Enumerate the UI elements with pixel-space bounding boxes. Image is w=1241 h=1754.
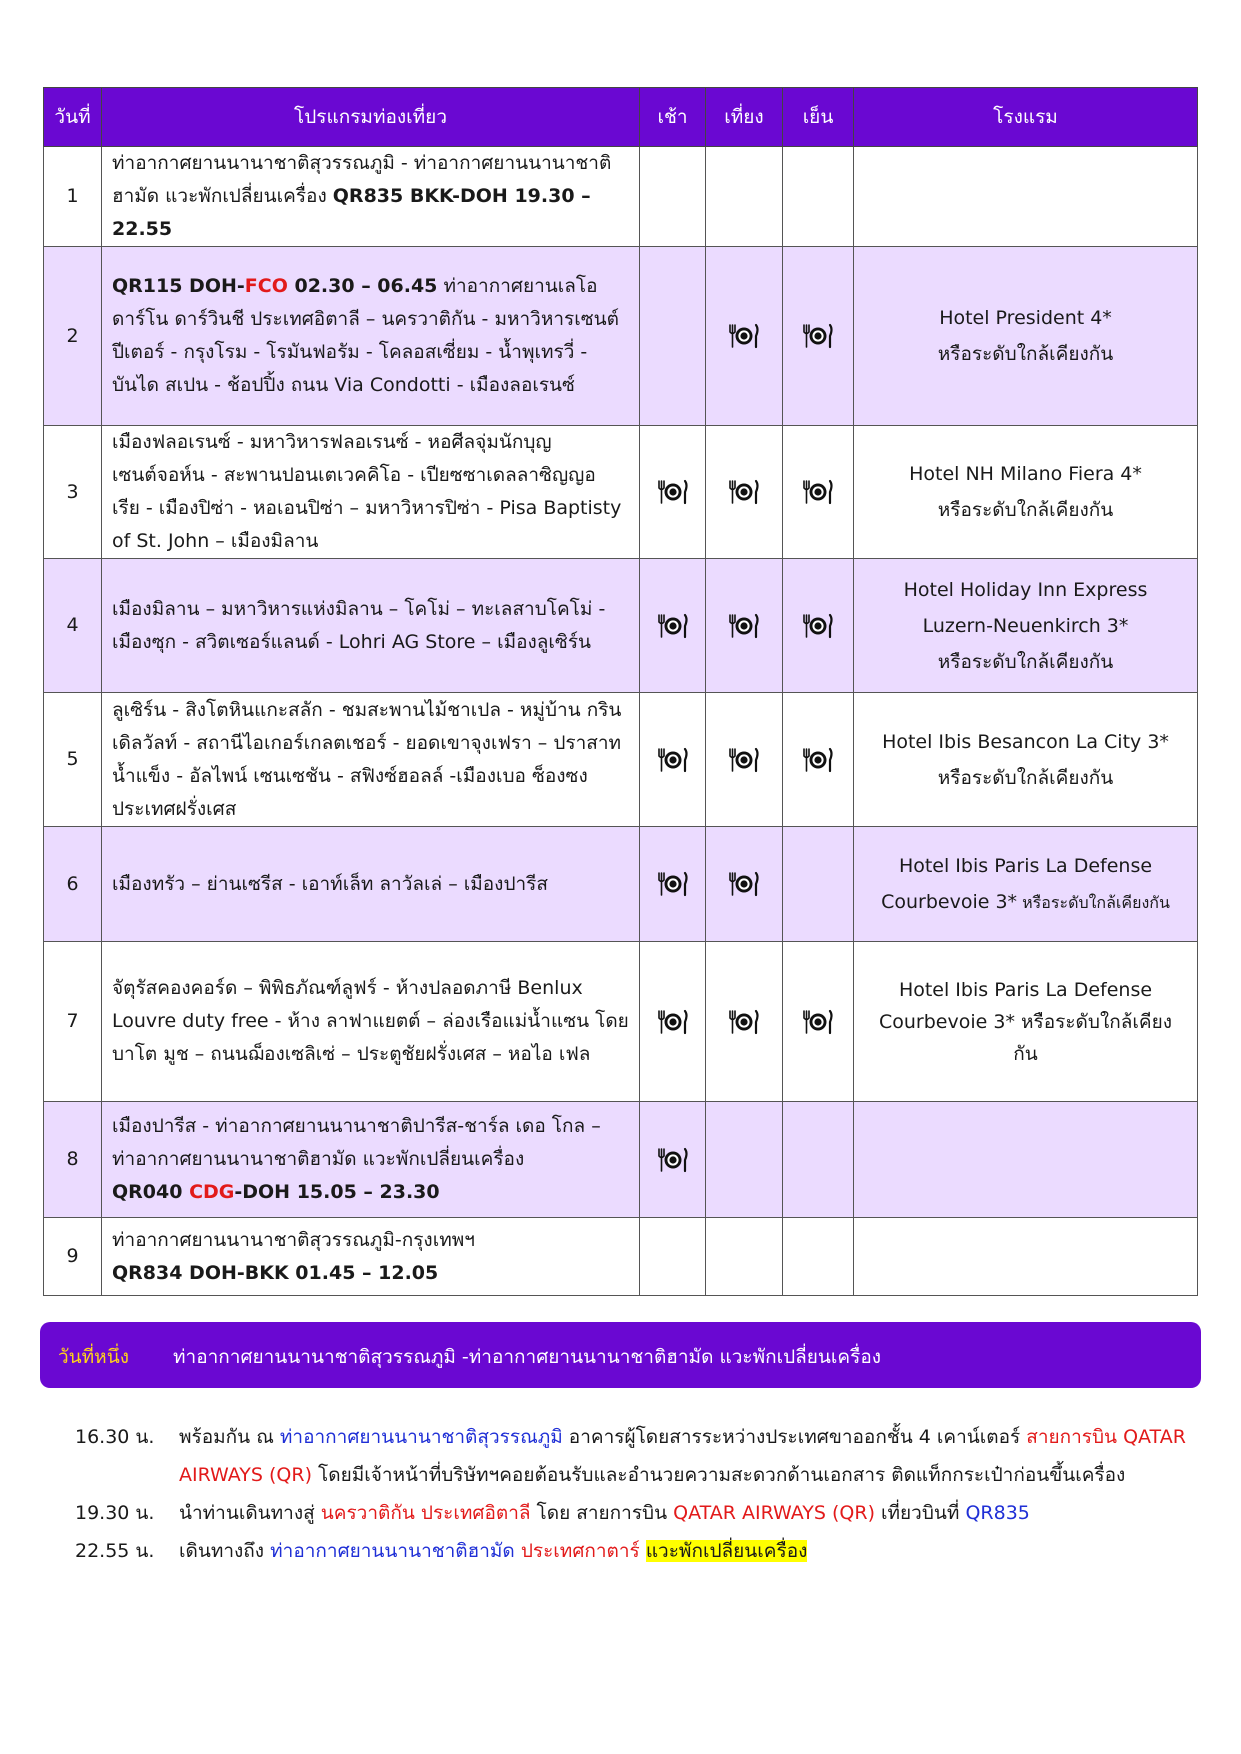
plate-cutlery-icon <box>656 613 690 639</box>
program-cell <box>102 247 640 426</box>
detail-transit-highlight: แวะพักเปลี่ยนเครื่อง <box>645 1540 808 1562</box>
hotel-name: Hotel Ibis Besancon La City 3* <box>882 730 1169 753</box>
day-one-schedule <box>75 1418 1195 1570</box>
dinner-cell <box>783 559 854 693</box>
hotel-name: Hotel Ibis Paris La Defense <box>898 978 1153 1001</box>
hotel-name-cont: Courbevoie 3* หรือระดับใกล้เคียง <box>879 1010 1172 1033</box>
plate-cutlery-icon <box>727 1009 761 1035</box>
detail-text: นำท่านเดินทางสู่ <box>179 1502 321 1524</box>
day-number: 8 <box>44 1102 102 1218</box>
schedule-detail <box>179 1418 1195 1494</box>
plate-cutlery-icon <box>801 747 835 773</box>
detail-airline: สายการบิน QATAR AIRWAYS (QR) <box>179 1426 1186 1486</box>
detail-place: ท่าอากาศยานนานาชาติฮามัด <box>270 1540 515 1562</box>
header-breakfast: เช้า <box>640 88 706 147</box>
table-row <box>44 1102 1198 1218</box>
dinner-cell <box>783 147 854 247</box>
plate-cutlery-icon <box>727 747 761 773</box>
flight-text: QR834 DOH-BKK 01.45 – 12.05 <box>112 1261 439 1284</box>
program-cell <box>102 693 640 827</box>
detail-airline: QATAR AIRWAYS (QR) <box>673 1502 875 1524</box>
dinner-cell <box>783 247 854 426</box>
program-text: จัตุรัสคองคอร์ด – พิพิธภัณฑ์ลูฟร์ - ห้างปลอดภาษี Benlux Louvre duty free - ห้าง ลาฟาแยตต์ – ล่องเรือแม่น้ำแซน โดย บาโต มูช – ถนนฌ็องเซลิเซ่ – ประตูชัยฝรั่งเศส – หอไอ เฟล <box>112 977 629 1065</box>
hotel-name: Hotel President 4* <box>939 307 1112 329</box>
header-dinner: เย็น <box>783 88 854 147</box>
table-row <box>44 247 1198 426</box>
lunch-cell <box>706 693 783 827</box>
schedule-time: 16.30 น. <box>75 1426 155 1448</box>
lunch-cell <box>706 559 783 693</box>
detail-text: พร้อมกัน ณ <box>179 1426 280 1448</box>
table-row <box>44 559 1198 693</box>
flight-text: QR040 <box>112 1181 190 1203</box>
program-cell <box>102 559 640 693</box>
lunch-cell <box>706 942 783 1102</box>
plate-cutlery-icon <box>727 479 761 505</box>
breakfast-cell <box>640 693 706 827</box>
detail-text: โดยมีเจ้าหน้าที่บริษัทฯคอยต้อนรับและอำนวยความสะดวกด้านเอกสาร ติดแท็กกระเป๋าก่อนขึ้นเครื่อง <box>312 1464 1126 1486</box>
flight-time: -DOH 15.05 – 23.30 <box>234 1181 440 1203</box>
lunch-cell <box>706 827 783 942</box>
detail-place: นครวาติกัน ประเทศอิตาลี <box>320 1502 531 1524</box>
lunch-cell <box>706 247 783 426</box>
schedule-detail <box>179 1532 1195 1570</box>
plate-cutlery-icon <box>656 479 690 505</box>
lunch-cell <box>706 426 783 559</box>
banner-route-text: ท่าอากาศยานนานาชาติสุวรรณภูมิ -ท่าอากาศยานนานาชาติฮามัด แวะพักเปลี่ยนเครื่อง <box>173 1346 882 1368</box>
day-number: 2 <box>44 247 102 426</box>
hotel-cell <box>854 559 1198 693</box>
detail-text: อาคารผู้โดยสารระหว่างประเทศขาออกชั้น 4 เคาน์เตอร์ <box>562 1426 1027 1448</box>
program-cell <box>102 942 640 1102</box>
hotel-name: Hotel Holiday Inn Express <box>903 578 1148 601</box>
header-day: วันที่ <box>44 88 102 147</box>
detail-text: โดย สายการบิน <box>530 1502 674 1524</box>
day-number: 5 <box>44 693 102 827</box>
flight-airport: CDG <box>189 1181 235 1203</box>
program-text: ท่าอากาศยานนานาชาติสุวรรณภูมิ - ท่าอากาศยานนานาชาติ ฮามัด แวะพักเปลี่ยนเครื่อง <box>112 152 612 207</box>
header-lunch: เที่ยง <box>706 88 783 147</box>
hotel-cell <box>854 426 1198 559</box>
program-text: ท่าอากาศยานนานาชาติสุวรรณภูมิ-กรุงเทพฯ <box>112 1228 475 1251</box>
breakfast-cell <box>640 426 706 559</box>
hotel-cell <box>854 147 1198 247</box>
hotel-cell <box>854 693 1198 827</box>
day-number: 3 <box>44 426 102 559</box>
plate-cutlery-icon <box>656 747 690 773</box>
schedule-time: 19.30 น. <box>75 1502 155 1524</box>
program-text: เมืองมิลาน – มหาวิหารแห่งมิลาน – โคโม่ – ทะเลสาบโคโม่ - เมืองซุก - สวิตเซอร์แลนด์ - Lohri AG Store – เมืองลูเซิร์น <box>112 597 606 653</box>
table-row <box>44 942 1198 1102</box>
schedule-row <box>75 1532 1195 1570</box>
program-cell <box>102 426 640 559</box>
detail-text: เดินทางถึง <box>179 1540 271 1562</box>
schedule-row <box>75 1494 1195 1532</box>
dinner-cell <box>783 693 854 827</box>
day-number: 7 <box>44 942 102 1102</box>
program-text: เมืองทรัว – ย่านเซรีส - เอาท์เล็ท ลาวัลเล่ – เมืองปารีส <box>112 872 548 895</box>
hotel-cell <box>854 942 1198 1102</box>
program-text: ลูเซิร์น - สิงโตหินแกะสลัก - ชมสะพานไม้ชาเปล - หมู่บ้าน กรินเดิลวัลท์ - สถานีไอเกอร์เกลตเชอร์ - ยอดเขาจุงเฟรา – ปราสาทน้ำแข็ง - อัลไพน์ เซนเซชัน - สฟิงซ์ฮอลล์ -เมืองเบอ ซ็องซง ประเทศฝรั่งเศส <box>112 698 622 820</box>
flight-time: 02.30 – 06.45 <box>287 275 438 297</box>
dinner-cell <box>783 942 854 1102</box>
flight-airport: FCO <box>244 275 288 297</box>
hotel-note: กัน <box>1013 1042 1038 1065</box>
day-number: 9 <box>44 1218 102 1296</box>
hotel-note: หรือระดับใกล้เคียงกัน <box>937 650 1114 673</box>
hotel-note: หรือระดับใกล้เคียงกัน <box>937 766 1114 789</box>
table-row <box>44 426 1198 559</box>
plate-cutlery-icon <box>656 1009 690 1035</box>
program-text: เมืองฟลอเรนซ์ - มหาวิหารฟลอเรนซ์ - หอศีลจุ่มนักบุญ เซนต์จอห์น - สะพานปอนเตเวคคิโอ - เปียซซาเดลลาซิญญอ เรีย - เมืองปิซ่า - หอเอนปิซ่า – มหาวิหารปิซ่า - Pisa Baptisty of St. John – เมืองมิลาน <box>112 431 622 552</box>
breakfast-cell <box>640 1102 706 1218</box>
hotel-name: Hotel NH Milano Fiera 4* <box>909 463 1142 485</box>
plate-cutlery-icon <box>656 871 690 897</box>
hotel-name-cont: Luzern-Neuenkirch 3* <box>922 614 1129 637</box>
hotel-cell <box>854 1218 1198 1296</box>
lunch-cell <box>706 1218 783 1296</box>
day-number: 6 <box>44 827 102 942</box>
itinerary-table <box>43 87 1198 1296</box>
lunch-cell <box>706 1102 783 1218</box>
hotel-note: หรือระดับใกล้เคียงกัน <box>1017 892 1170 912</box>
header-program: โปรแกรมท่องเที่ยว <box>102 88 640 147</box>
plate-cutlery-icon <box>727 871 761 897</box>
plate-cutlery-icon <box>727 613 761 639</box>
table-row <box>44 1218 1198 1296</box>
dinner-cell <box>783 827 854 942</box>
detail-country: ประเทศกาตาร์ <box>520 1540 640 1562</box>
dinner-cell <box>783 1218 854 1296</box>
program-cell <box>102 1102 640 1218</box>
plate-cutlery-icon <box>727 323 761 349</box>
hotel-cell <box>854 1102 1198 1218</box>
schedule-time: 22.55 น. <box>75 1540 155 1562</box>
plate-cutlery-icon <box>656 1147 690 1173</box>
day-number: 4 <box>44 559 102 693</box>
schedule-row <box>75 1418 1195 1494</box>
day-one-banner <box>40 1322 1201 1388</box>
banner-day-label: วันที่หนึ่ง <box>58 1346 129 1368</box>
day-number: 1 <box>44 147 102 247</box>
breakfast-cell <box>640 827 706 942</box>
flight-text: QR835 BKK-DOH 19.30 – 22.55 <box>112 185 591 240</box>
hotel-name-cont: Courbevoie 3* <box>881 890 1018 913</box>
program-text: เมืองปารีส - ท่าอากาศยานนานาชาติปารีส-ชาร์ล เดอ โกล – ท่าอากาศยานนานาชาติฮามัด แวะพักเปลี่ยนเครื่อง <box>112 1115 601 1170</box>
detail-flight: QR835 <box>965 1502 1030 1524</box>
program-cell <box>102 827 640 942</box>
breakfast-cell <box>640 1218 706 1296</box>
dinner-cell <box>783 1102 854 1218</box>
hotel-cell <box>854 247 1198 426</box>
plate-cutlery-icon <box>801 479 835 505</box>
plate-cutlery-icon <box>801 613 835 639</box>
detail-text: เที่ยวบินที่ <box>874 1502 966 1524</box>
table-header-row <box>44 88 1198 147</box>
program-cell <box>102 147 640 247</box>
detail-place: ท่าอากาศยานนานาชาติสุวรรณภูมิ <box>279 1426 563 1448</box>
header-hotel: โรงแรม <box>854 88 1198 147</box>
hotel-note: หรือระดับใกล้เคียงกัน <box>937 343 1114 365</box>
plate-cutlery-icon <box>801 323 835 349</box>
schedule-detail <box>179 1494 1195 1532</box>
breakfast-cell <box>640 147 706 247</box>
detail-text <box>640 1540 646 1562</box>
hotel-note: หรือระดับใกล้เคียงกัน <box>937 499 1114 521</box>
breakfast-cell <box>640 247 706 426</box>
hotel-cell <box>854 827 1198 942</box>
flight-text: QR115 DOH- <box>112 275 245 297</box>
lunch-cell <box>706 147 783 247</box>
program-cell <box>102 1218 640 1296</box>
table-row <box>44 693 1198 827</box>
table-row <box>44 827 1198 942</box>
table-row <box>44 147 1198 247</box>
plate-cutlery-icon <box>801 1009 835 1035</box>
breakfast-cell <box>640 942 706 1102</box>
dinner-cell <box>783 426 854 559</box>
program-text: ท่าอากาศยานเลโอดาร์โน ดาร์วินชี ประเทศอิตาลี – นครวาติกัน - มหาวิหารเซนต์ปีเตอร์ - กรุงโรม - โรมันฟอรัม - โคลอสเซี่ยม - น้ำพุเทรวี่ - บันได สเปน - ช้อปปิ้ง ถนน Via Condotti - เมืองลอเรนซ์ <box>112 275 619 396</box>
hotel-name: Hotel Ibis Paris La Defense <box>898 854 1153 877</box>
breakfast-cell <box>640 559 706 693</box>
